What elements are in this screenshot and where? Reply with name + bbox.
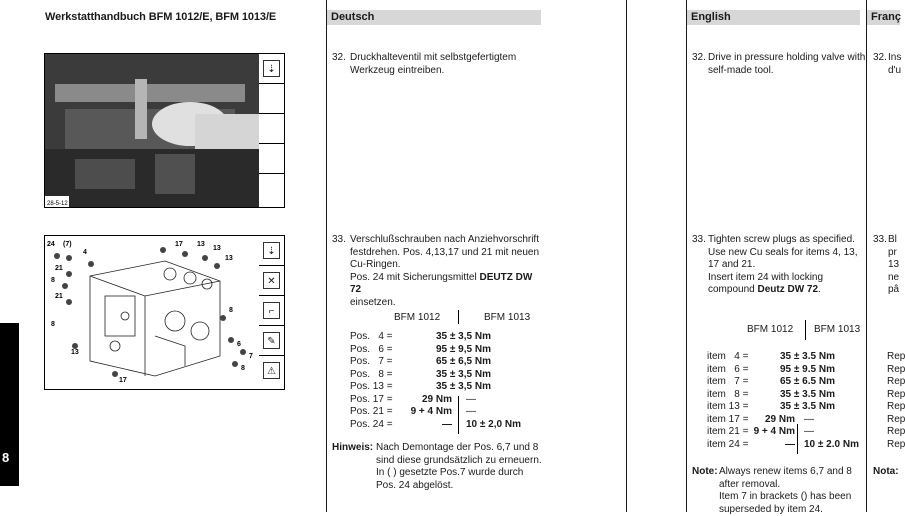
photo-icon-strip bbox=[259, 53, 285, 208]
table-row bbox=[350, 406, 550, 419]
table-row bbox=[350, 356, 550, 369]
engine-block-diagram bbox=[44, 235, 260, 390]
column-divider bbox=[626, 0, 627, 512]
de-col-bfm1012: BFM 1012 bbox=[394, 312, 441, 323]
engine-block-drawing bbox=[45, 236, 259, 389]
de-note: Hinweis: Nach Demontage der Pos. 6,7 und 8 sind diese grundsätzlich zu erneuern. In ( ) gesetzte Pos.7 wurde durch Pos. 24 abgelöst. bbox=[332, 442, 542, 491]
press-in-icon: ⇣ bbox=[263, 242, 280, 259]
row-label: item 24 = bbox=[707, 438, 749, 450]
column-divider bbox=[686, 0, 687, 512]
torque-value-bfm1013: — bbox=[804, 426, 814, 437]
torque-value-both: 35 ± 3.5 Nm bbox=[780, 351, 835, 362]
row-label: Pos. 13 = bbox=[350, 381, 393, 392]
row-label: item 13 = bbox=[707, 401, 749, 412]
column-divider bbox=[866, 0, 867, 512]
en-step-32: 32. Drive in pressure holding valve with self-made tool. bbox=[692, 52, 866, 76]
de-col-bfm1013: BFM 1013 bbox=[484, 312, 531, 323]
table-row bbox=[707, 414, 865, 427]
table-row bbox=[707, 401, 865, 414]
torque-value-bfm1012: 29 Nm bbox=[421, 393, 452, 405]
fr-row-label: Rep bbox=[887, 426, 905, 437]
fr-row-label: Rep bbox=[887, 363, 905, 375]
torque-value-both: 35 ± 3,5 Nm bbox=[436, 368, 491, 380]
callout-13: 13 bbox=[71, 349, 79, 356]
torque-value-bfm1013: 10 ± 2.0 Nm bbox=[804, 438, 859, 450]
torque-value-both: 35 ± 3,5 Nm bbox=[436, 381, 491, 392]
torque-value-bfm1012: 29 Nm bbox=[764, 413, 795, 425]
de-torque-table bbox=[350, 312, 550, 438]
row-label: Pos. 24 = bbox=[350, 418, 393, 430]
callout-13: 13 bbox=[225, 255, 233, 262]
row-label: Pos. 7 = bbox=[350, 356, 393, 367]
torque-wrench-icon: ⌐ bbox=[263, 302, 280, 319]
chapter-number: 8 bbox=[2, 449, 10, 465]
callout-17: 17 bbox=[119, 377, 127, 384]
crossed-out-icon: ✕ bbox=[263, 272, 280, 289]
table-row bbox=[707, 364, 865, 377]
column-divider bbox=[326, 0, 327, 512]
torque-value-bfm1012: 9 + 4 Nm bbox=[753, 426, 795, 437]
torque-value-both: 65 ± 6.5 Nm bbox=[780, 376, 835, 387]
callout-4: 4 bbox=[83, 249, 87, 256]
torque-value-bfm1013: 10 ± 2,0 Nm bbox=[466, 418, 521, 430]
table-row bbox=[707, 351, 865, 364]
fr-row-label: Rep bbox=[887, 401, 905, 412]
row-label: item 4 = bbox=[707, 351, 749, 362]
fr-row-label: Rep bbox=[887, 376, 905, 387]
row-label: Pos. 8 = bbox=[350, 368, 393, 380]
torque-value-bfm1012: 9 + 4 Nm bbox=[410, 406, 452, 417]
warning-icon: ⚠ bbox=[263, 362, 280, 379]
fr-note: Nota: bbox=[873, 466, 899, 477]
torque-value-bfm1013: — bbox=[804, 413, 814, 425]
torque-value-both: 35 ± 3.5 Nm bbox=[780, 388, 835, 400]
en-torque-table bbox=[707, 324, 865, 454]
en-note: Note:Always renew items 6,7 and 8 after removal. Item 7 in brackets () has been superseded by item 24. bbox=[692, 466, 852, 515]
column-header-english: English bbox=[687, 10, 860, 25]
torque-value-bfm1013: — bbox=[466, 406, 476, 417]
callout-21: 21 bbox=[55, 293, 63, 300]
callout-17: 17 bbox=[175, 241, 183, 248]
callout-6: 6 bbox=[237, 341, 241, 348]
callout-24: 24 bbox=[47, 241, 55, 248]
de-step-32: 32. Druckhalteventil mit selbstgefertigtem Werkzeug eintreiben. bbox=[332, 52, 517, 76]
row-label: item 17 = bbox=[707, 413, 749, 425]
callout-7: (7) bbox=[63, 241, 72, 248]
row-label: Pos. 6 = bbox=[350, 343, 393, 355]
chapter-tab bbox=[0, 323, 19, 486]
table-row bbox=[350, 419, 550, 432]
fr-row-label: Rep bbox=[887, 388, 905, 400]
callout-8: 8 bbox=[51, 321, 55, 328]
torque-value-both: 35 ± 3.5 Nm bbox=[780, 401, 835, 412]
en-torque-rows bbox=[707, 351, 865, 451]
fr-torque-rows bbox=[887, 351, 905, 451]
torque-value-both: 35 ± 3,5 Nm bbox=[436, 331, 491, 342]
table-row bbox=[350, 331, 550, 344]
engine-photo-image bbox=[45, 54, 259, 207]
torque-value-bfm1013: — bbox=[466, 393, 476, 405]
callout-21: 21 bbox=[55, 265, 63, 272]
row-label: item 6 = bbox=[707, 363, 749, 375]
row-label: item 21 = bbox=[707, 426, 749, 437]
fr-row-label: Rep bbox=[887, 438, 905, 450]
table-row bbox=[350, 369, 550, 382]
callout-8: 8 bbox=[229, 307, 233, 314]
diagram-icon-strip bbox=[259, 235, 285, 390]
callout-8: 8 bbox=[51, 277, 55, 284]
table-row bbox=[707, 376, 865, 389]
de-step-33: 33. Verschlußschrauben nach Anziehvorschrift festdrehen. Pos. 4,13,17 und 21 mit neuen Cu-Ringen. Pos. 24 mit Sicherungsmittel DEUTZ DW 72 einsetzen. bbox=[332, 234, 540, 308]
table-row bbox=[707, 426, 865, 439]
en-col-bfm1012: BFM 1012 bbox=[747, 324, 794, 335]
torque-value-both: 95 ± 9.5 Nm bbox=[780, 363, 835, 375]
workshop-photo bbox=[44, 53, 260, 208]
torque-value-bfm1012: — bbox=[442, 418, 452, 430]
table-row bbox=[707, 439, 865, 452]
column-header-deutsch: Deutsch bbox=[327, 10, 541, 25]
fr-step-33: 33.Bl pr 13 ne pâ bbox=[873, 234, 900, 295]
column-header-francais: Franç bbox=[867, 10, 900, 25]
torque-value-bfm1012: — bbox=[785, 438, 795, 450]
document-title: Werkstatthandbuch BFM 1012/E, BFM 1013/E bbox=[45, 11, 277, 23]
en-col-bfm1013: BFM 1013 bbox=[814, 324, 861, 335]
en-step-33: 33. Tighten screw plugs as specified. Use new Cu seals for items 4, 13, 17 and 21. Insert item 24 with locking compound Deutz DW 72. bbox=[692, 234, 858, 295]
fr-row-label: Rep bbox=[887, 351, 905, 362]
callout-13: 13 bbox=[197, 241, 205, 248]
torque-value-both: 95 ± 9,5 Nm bbox=[436, 343, 491, 355]
photo-label: 28-5-12 bbox=[47, 201, 68, 207]
press-in-icon: ⇣ bbox=[263, 60, 280, 77]
table-row bbox=[350, 344, 550, 357]
row-label: Pos. 21 = bbox=[350, 406, 393, 417]
fr-row-label: Rep bbox=[887, 413, 905, 425]
fr-step-32: 32.Ins d'u bbox=[873, 52, 902, 76]
de-torque-rows bbox=[350, 331, 550, 431]
torque-value-both: 65 ± 6,5 Nm bbox=[436, 356, 491, 367]
callout-8: 8 bbox=[241, 365, 245, 372]
row-label: item 8 = bbox=[707, 388, 749, 400]
table-row bbox=[350, 381, 550, 394]
row-label: item 7 = bbox=[707, 376, 749, 387]
callout-13: 13 bbox=[213, 245, 221, 252]
callout-7: 7 bbox=[249, 353, 253, 360]
row-label: Pos. 17 = bbox=[350, 393, 393, 405]
table-row bbox=[350, 394, 550, 407]
row-label: Pos. 4 = bbox=[350, 331, 393, 342]
table-row bbox=[707, 389, 865, 402]
sealant-icon: ✎ bbox=[263, 332, 280, 349]
